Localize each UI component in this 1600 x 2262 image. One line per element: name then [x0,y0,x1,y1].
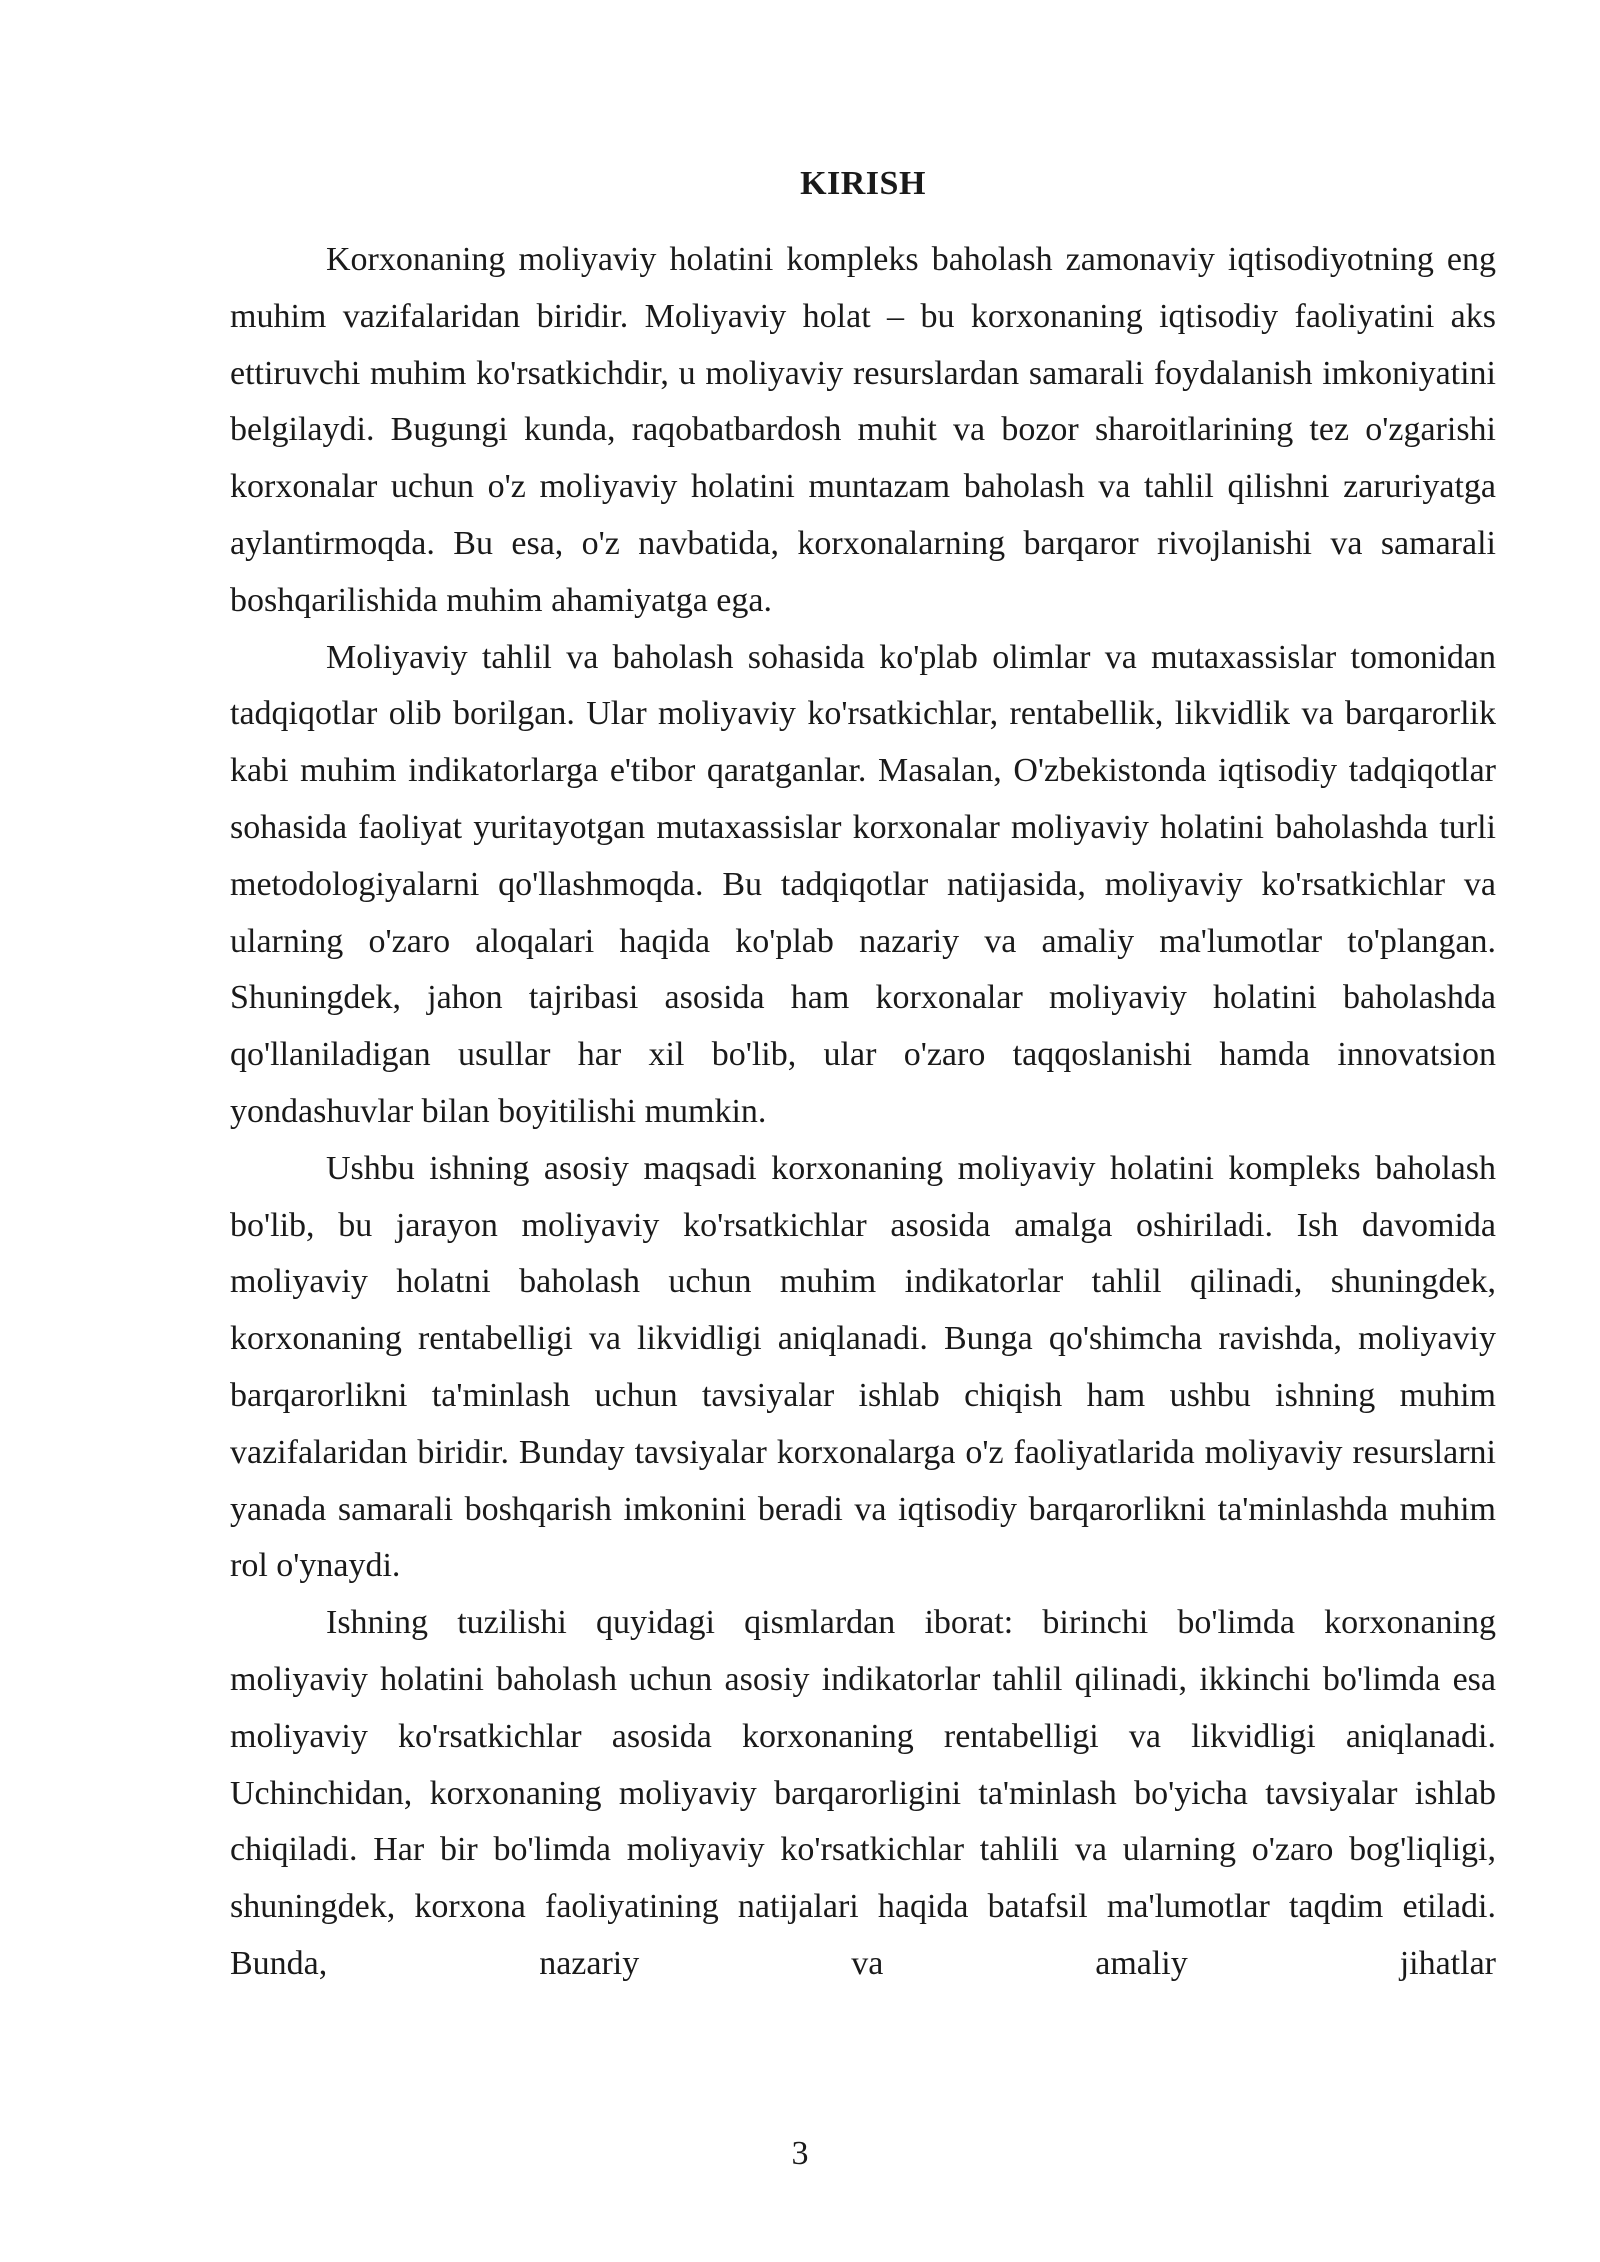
paragraph-1: Korxonaning moliyaviy holatini kompleks baholash zamonaviy iqtisodiyotning eng muhim vazifalaridan biridir. Moliyaviy holat – bu korxonaning iqtisodiy faoliyatini aks ettiruvchi muhim ko'rsatkichdir, u moliyaviy resurslardan samarali foydalanish imkoniyatini belgilaydi. Bugungi kunda, raqobatbardosh muhit va bozor sharoitlarining tez o'zgarishi korxonalar uchun o'z moliyaviy holatini muntazam baholash va tahlil qilishni zaruriyatga aylantirmoqda. Bu esa, o'z navbatida, korxonalarning barqaror rivojlanishi va samarali boshqarilishida muhim ahamiyatga ega. [230,241,1496,619]
paragraph-3: Ushbu ishning asosiy maqsadi korxonaning moliyaviy holatini kompleks baholash bo'lib, bu jarayon moliyaviy ko'rsatkichlar asosida amalga oshiriladi. Ish davomida moliyaviy holatni baholash uchun muhim indikatorlar tahlil qilinadi, shuningdek, korxonaning rentabelligi va likvidligi aniqlanadi. Bunga qo'shimcha ravishda, moliyaviy barqarorlikni ta'minlash uchun tavsiyalar ishlab chiqish ham ushbu ishning muhim vazifalaridan biridir. Bunday tavsiyalar korxonalarga o'z faoliyatlarida moliyaviy resurslarni yanada samarali boshqarish imkonini beradi va iqtisodiy barqarorlikni ta'minlashda muhim rol o'ynaydi. [230,1149,1496,1585]
page-content [230,162,1496,1993]
paragraph-2: Moliyaviy tahlil va baholash sohasida ko'plab olimlar va mutaxassislar tomonidan tadqiqotlar olib borilgan. Ular moliyaviy ko'rsatkichlar, rentabellik, likvidlik va barqarorlik kabi muhim indikatorlarga e'tibor qaratganlar. Masalan, O'zbekistonda iqtisodiy tadqiqotlar sohasida faoliyat yuritayotgan mutaxassislar korxonalar moliyaviy holatini baholashda turli metodologiyalarni qo'llashmoqda. Bu tadqiqotlar natijasida, moliyaviy ko'rsatkichlar va ularning o'zaro aloqalari haqida ko'plab nazariy va amaliy ma'lumotlar to'plangan. Shuningdek, jahon tajribasi asosida ham korxonalar moliyaviy holatini baholashda qo'llaniladigan usullar har xil bo'lib, ular o'zaro taqqoslanishi hamda innovatsion yondashuvlar bilan boyitilishi mumkin. [230,638,1496,1130]
section-title: KIRISH [800,165,926,202]
paragraph-4: Ishning tuzilishi quyidagi qismlardan iborat: birinchi bo'limda korxonaning moliyaviy holatini baholash uchun asosiy indikatorlar tahlil qilinadi, ikkinchi bo'limda esa moliyaviy ko'rsatkichlar asosida korxonaning rentabelligi va likvidligi aniqlanadi. Uchinchidan, korxonaning moliyaviy barqarorligini ta'minlash bo'yicha tavsiyalar ishlab chiqiladi. Har bir bo'limda moliyaviy ko'rsatkichlar tahlili va ularning o'zaro bog'liqligi, shuningdek, korxona faoliyatining natijalari haqida batafsil ma'lumotlar taqdim etiladi. Bunda, nazariy va amaliy jihatlar [230,1604,1496,1982]
page-number: 3 [791,2135,809,2172]
